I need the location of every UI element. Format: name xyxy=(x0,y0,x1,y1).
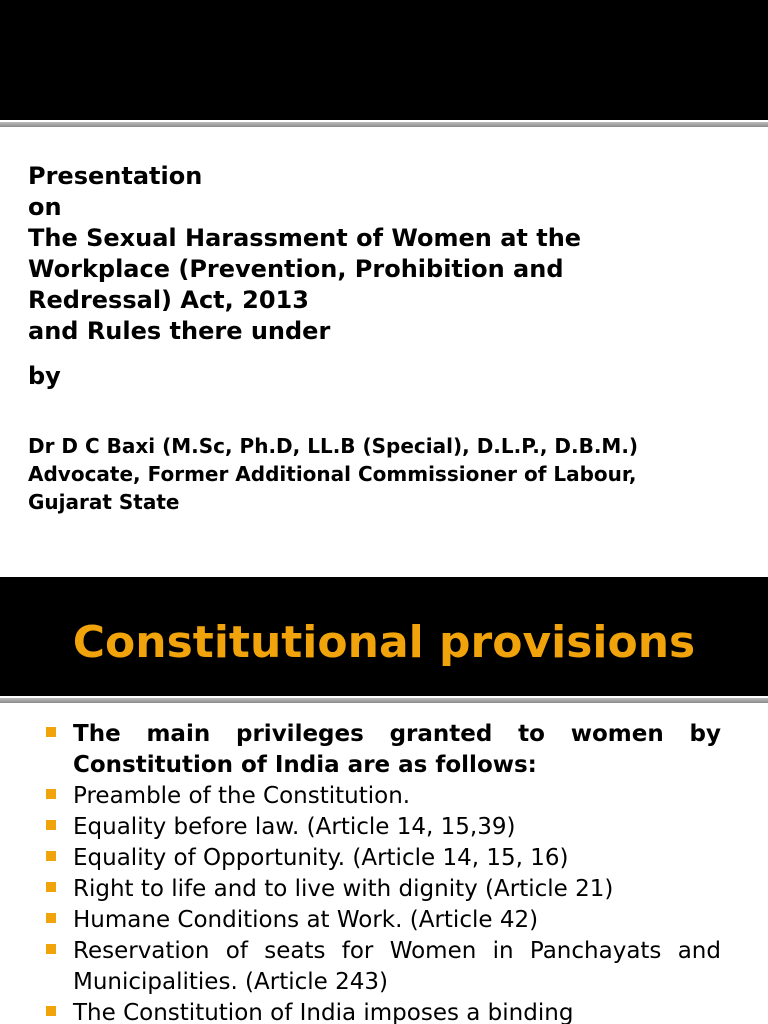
list-item-text: Equality of Opportunity. (Article 14, 15, 16) xyxy=(73,845,569,871)
title-bar xyxy=(0,0,768,120)
divider-rule xyxy=(0,121,768,127)
list-item-text: Preamble of the Constitution. xyxy=(73,783,411,809)
bullet-square-icon xyxy=(46,882,56,892)
list-item xyxy=(44,781,721,812)
act-title-line: The Sexual Harassment of Women at the xyxy=(28,224,582,252)
act-title-line: and Rules there under xyxy=(28,317,331,345)
act-title-line: Workplace (Prevention, Prohibition and xyxy=(28,255,564,283)
presentation-intro xyxy=(28,161,748,516)
author-name: Dr D C Baxi (M.Sc, Ph.D, LL.B (Special), D.L.P., D.B.M.) xyxy=(28,434,639,458)
list-item xyxy=(44,719,721,781)
list-item xyxy=(44,905,721,936)
intro-line: on xyxy=(28,193,62,221)
list-item-text: Equality before law. (Article 14, 15,39) xyxy=(73,814,516,840)
list-item xyxy=(44,812,721,843)
list-item xyxy=(44,874,721,905)
bullet-square-icon xyxy=(46,1006,56,1016)
bullet-square-icon xyxy=(46,789,56,799)
by-label: by xyxy=(28,362,61,390)
act-title-line: Redressal) Act, 2013 xyxy=(28,286,309,314)
list-item-text: Reservation of seats for Women in Panchayats and Municipalities. (Article 243) xyxy=(73,938,721,995)
constitutional-provisions-slide xyxy=(0,577,768,1024)
list-item-text: Right to life and to live with dignity (Article 21) xyxy=(73,876,614,902)
list-item xyxy=(44,998,721,1024)
author-state: Gujarat State xyxy=(28,490,180,514)
slide-title: Constitutional provisions xyxy=(72,617,696,668)
divider-rule xyxy=(0,697,768,703)
bullet-square-icon xyxy=(46,913,56,923)
bullet-square-icon xyxy=(46,851,56,861)
bullet-square-icon xyxy=(46,944,56,954)
list-item-text: The main privileges granted to women by Constitution of India are as follows: xyxy=(73,721,721,778)
list-item xyxy=(44,843,721,874)
author-designation: Advocate, Former Additional Commissioner of Labour, xyxy=(28,462,637,486)
provisions-list xyxy=(44,719,721,1024)
intro-line: Presentation xyxy=(28,162,203,190)
bullet-square-icon xyxy=(46,727,56,737)
list-item xyxy=(44,936,721,998)
list-item-text: Humane Conditions at Work. (Article 42) xyxy=(73,907,539,933)
list-item-text: The Constitution of India imposes a binding xyxy=(73,1000,574,1024)
bullet-square-icon xyxy=(46,820,56,830)
